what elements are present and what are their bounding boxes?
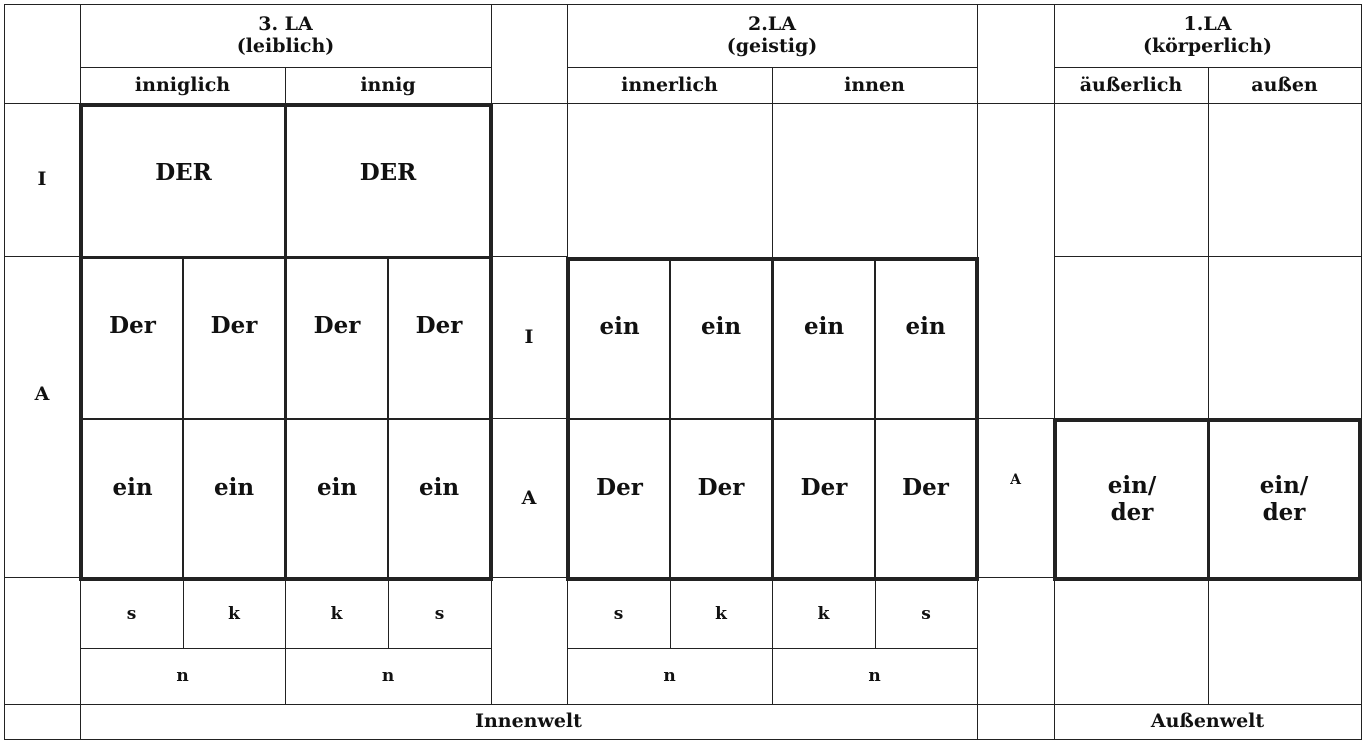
row-label-i-mid: I [524, 326, 534, 349]
bottom-la2-k-2: k [817, 603, 830, 624]
hline-right-gap-col [977, 418, 1054, 419]
header-la2-title: 2.LA [748, 13, 796, 36]
bottom-la2-s-1: s [613, 603, 624, 624]
footer-innenwelt: Innenwelt [475, 710, 582, 733]
hline-rowI-bottom-mid [491, 256, 567, 257]
header-la3 [80, 6, 491, 66]
header-la2-subtitle: (geistig) [726, 35, 818, 57]
row-label-i-top: I [37, 168, 47, 191]
subheader-aeusserlich: äußerlich [1079, 73, 1183, 96]
outer-border-bottom [4, 739, 1362, 740]
outer-border-right [1361, 4, 1362, 740]
outer-border-top [4, 4, 1362, 5]
bottom-la3-k-2: k [330, 603, 343, 624]
subheader-aussen: außen [1251, 73, 1318, 96]
subheader-innig: innig [360, 73, 416, 96]
cell-la1-ein-2: ein/ [1259, 472, 1309, 500]
cell-la3-der-2: DER [359, 159, 417, 187]
vline-la1-left [1054, 4, 1055, 740]
cell-la3-der-a4: Der [415, 312, 463, 340]
row-label-a-left: A [34, 383, 50, 406]
header-la1-subtitle: (körperlich) [1142, 35, 1273, 57]
cell-la3-ein-1: ein [112, 474, 153, 502]
header-la1-title: 1.LA [1183, 13, 1232, 36]
footer-aussenwelt: Außenwelt [1150, 710, 1265, 733]
cell-la3-der-a2: Der [210, 312, 258, 340]
bottom-la2-n-2: n [868, 665, 881, 686]
cell-la2-ein-1: ein [599, 313, 640, 341]
cell-la1-ein-der-2 [1210, 422, 1358, 577]
hline-mid-col [491, 418, 567, 419]
cell-la2-der-1: Der [596, 474, 643, 502]
row-label-a-right: A [1010, 471, 1021, 488]
bottom-la2-k-1: k [715, 603, 727, 624]
hline-rowI-bottom-right [1054, 256, 1361, 257]
cell-la3-ein-2: ein [213, 474, 255, 502]
cell-la1-der-1: der [1110, 498, 1154, 526]
bottom-la3-n-1: n [176, 665, 189, 686]
header-la2 [567, 6, 977, 66]
cell-la3-ein-4: ein [418, 474, 460, 502]
cell-la3-der-1: DER [155, 159, 212, 187]
header-la3-subtitle: (leiblich) [236, 35, 335, 57]
cell-la2-der-4: Der [902, 474, 949, 502]
cell-la3-der-a3: Der [313, 312, 361, 340]
la1-block-right [1358, 418, 1362, 581]
cell-la3-der-a1: Der [109, 312, 156, 340]
cell-la1-ein-der-1 [1057, 422, 1207, 577]
cell-la2-der-3: Der [800, 474, 848, 502]
bottom-la3-s-1: s [126, 603, 137, 624]
header-la1 [1054, 6, 1361, 66]
bottom-la3-s-2: s [434, 603, 445, 624]
cell-la3-ein-3: ein [316, 474, 358, 502]
cell-la1-der-2: der [1262, 498, 1306, 526]
cell-la2-der-2: Der [697, 474, 745, 502]
subheader-innen: innen [844, 73, 905, 96]
bottom-la3-k-1: k [228, 603, 240, 624]
cell-la2-ein-3: ein [803, 313, 845, 341]
cell-la1-ein-1: ein/ [1107, 472, 1157, 500]
subheader-inniglich: inniglich [134, 73, 231, 96]
hline-mid-col-bottom [491, 577, 567, 578]
cell-la2-ein-2: ein [700, 313, 742, 341]
bottom-la2-n-1: n [663, 665, 676, 686]
row-label-a-mid: A [521, 486, 537, 509]
header-la3-title: 3. LA [258, 13, 313, 36]
hline-label-col-bottom [4, 577, 80, 578]
subheader-innerlich: innerlich [621, 73, 718, 96]
hline-right-gap-bottom [977, 577, 1054, 578]
hline-rowI-bottom-left [4, 256, 80, 257]
vline-rowI-la2 [772, 103, 773, 258]
cell-la2-ein-4: ein [905, 313, 946, 341]
bottom-la3-n-2: n [381, 665, 395, 686]
bottom-la2-s-2: s [921, 603, 931, 624]
vline-bottom-la1 [1208, 580, 1209, 704]
